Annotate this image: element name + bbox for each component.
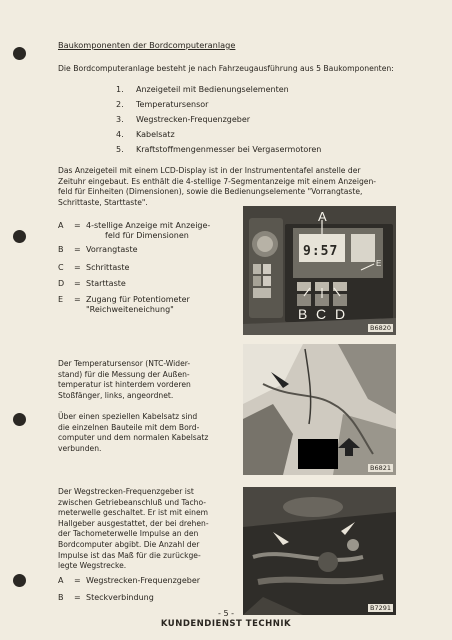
photo-frequency-sender <box>243 487 396 615</box>
paragraph-line: zwischen Getriebeanschluß und Tacho- <box>58 497 207 507</box>
legend-key: B <box>58 593 64 602</box>
component-label: Kabelsatz <box>136 130 175 139</box>
component-label: Wegstrecken-Frequenzgeber <box>136 115 251 124</box>
photo-label-c: C <box>316 306 327 322</box>
paragraph-line: meterwelle geschaltet. Er ist mit einem <box>58 508 209 518</box>
paragraph-line: Der Temperatursensor (NTC-Wider- <box>58 359 191 368</box>
paragraph-line: computer und dem normalen Kabelsatz <box>58 433 209 443</box>
page-number: - 5 - <box>218 609 234 618</box>
component-label: Temperatursensor <box>136 100 209 109</box>
punch-hole-4 <box>13 574 26 587</box>
legend-key: A <box>58 576 64 585</box>
sensor-paragraph <box>58 359 191 401</box>
sender-paragraph <box>58 487 209 572</box>
legend-eq: = <box>74 295 81 304</box>
display-paragraph <box>58 166 376 208</box>
photo-label-a: A <box>318 209 327 224</box>
legend-key: A <box>58 221 64 230</box>
legend-key: E <box>58 295 64 304</box>
paragraph-line: Bordcomputer abgibt. Die Anzahl der <box>58 539 200 549</box>
photo-code: B6821 <box>369 464 391 472</box>
paragraph-line: Zeituhr eingebaut. Es enthält die 4-stellige 7-Segmentanzeige mit einem Anzeigen- <box>58 176 377 186</box>
legend-key: D <box>58 279 65 288</box>
component-num: 5. <box>116 145 124 154</box>
lcd-readout: 9:57 <box>303 244 339 259</box>
paragraph-line: der Tachometerwelle Impulse an den <box>58 529 199 539</box>
photo-label-d: D <box>335 306 346 322</box>
legend-text: 4-stellige Anzeige mit Anzeige- <box>86 221 211 230</box>
photo-temperature-sensor <box>243 344 396 475</box>
paragraph-line: Das Anzeigeteil mit einem LCD-Display ist in der Instrumententafel anstelle der <box>58 166 361 175</box>
legend-text: Schrittaste <box>86 263 130 272</box>
paragraph-line: verbunden. <box>58 443 102 453</box>
photo-code: B6820 <box>369 324 391 332</box>
legend-text: feld für Dimensionen <box>105 231 189 240</box>
paragraph-line: temperatur ist hinterdem vorderen <box>58 380 191 390</box>
legend-text: Starttaste <box>86 279 126 288</box>
footer-title: KUNDENDIENST TECHNIK <box>160 619 292 629</box>
punch-hole-3 <box>13 413 26 426</box>
paragraph-line: Hallgeber ausgestattet, der bei drehen- <box>58 518 209 528</box>
cable-paragraph <box>58 412 208 454</box>
paragraph-line: stand) für die Messung der Außen- <box>58 369 190 379</box>
paragraph-line: Impulse ist das Maß für die zurückge- <box>58 550 201 560</box>
paragraph-line: Der Wegstrecken-Frequenzgeber ist <box>58 487 194 496</box>
legend-eq: = <box>74 245 81 254</box>
legend-eq: = <box>74 263 81 272</box>
component-num: 4. <box>116 130 124 139</box>
legend-text: "Reichweiteneichung" <box>86 305 174 314</box>
legend-text: Wegstrecken-Frequenzgeber <box>86 576 201 585</box>
paragraph-line: Stoßfänger, links, angeordnet. <box>58 390 174 400</box>
intro-text: Die Bordcomputeranlage besteht je nach Fahrzeugausführung aus 5 Baukomponenten: <box>58 64 394 73</box>
paragraph-line: feld für Einheiten (Dimensionen), sowie die Bedienungselemente "Vorrangtaste, <box>58 187 363 197</box>
paragraph-line: die einzelnen Bauteile mit dem Bord- <box>58 422 200 432</box>
legend-eq: = <box>74 221 81 230</box>
photo-label-b: B <box>298 306 308 322</box>
paragraph-line: Schrittaste, Starttaste". <box>58 197 148 207</box>
photo-display-unit <box>243 206 396 335</box>
punch-hole-1 <box>13 47 26 60</box>
legend-eq: = <box>74 593 81 602</box>
legend-key: B <box>58 245 64 254</box>
component-num: 1. <box>116 85 124 94</box>
legend-key: C <box>58 263 64 272</box>
page-heading: Baukomponenten der Bordcomputeranlage <box>58 40 236 50</box>
legend-eq: = <box>74 576 81 585</box>
component-label: Anzeigeteil mit Bedienungselementen <box>136 85 289 94</box>
component-num: 3. <box>116 115 124 124</box>
paragraph-line: legte Wegstrecke. <box>58 561 127 571</box>
component-label: Kraftstoffmengenmesser bei Vergasermotoren <box>136 145 322 154</box>
legend-text: Steckverbindung <box>86 593 154 602</box>
photo-code: B7291 <box>369 604 391 612</box>
punch-hole-2 <box>13 230 26 243</box>
photo-label-e: E <box>376 259 382 268</box>
component-num: 2. <box>116 100 124 109</box>
paragraph-line: Über einen speziellen Kabelsatz sind <box>58 412 198 421</box>
legend-text: Vorrangtaste <box>86 245 138 254</box>
legend-text: Zugang für Potentiometer <box>86 295 190 304</box>
legend-eq: = <box>74 279 81 288</box>
